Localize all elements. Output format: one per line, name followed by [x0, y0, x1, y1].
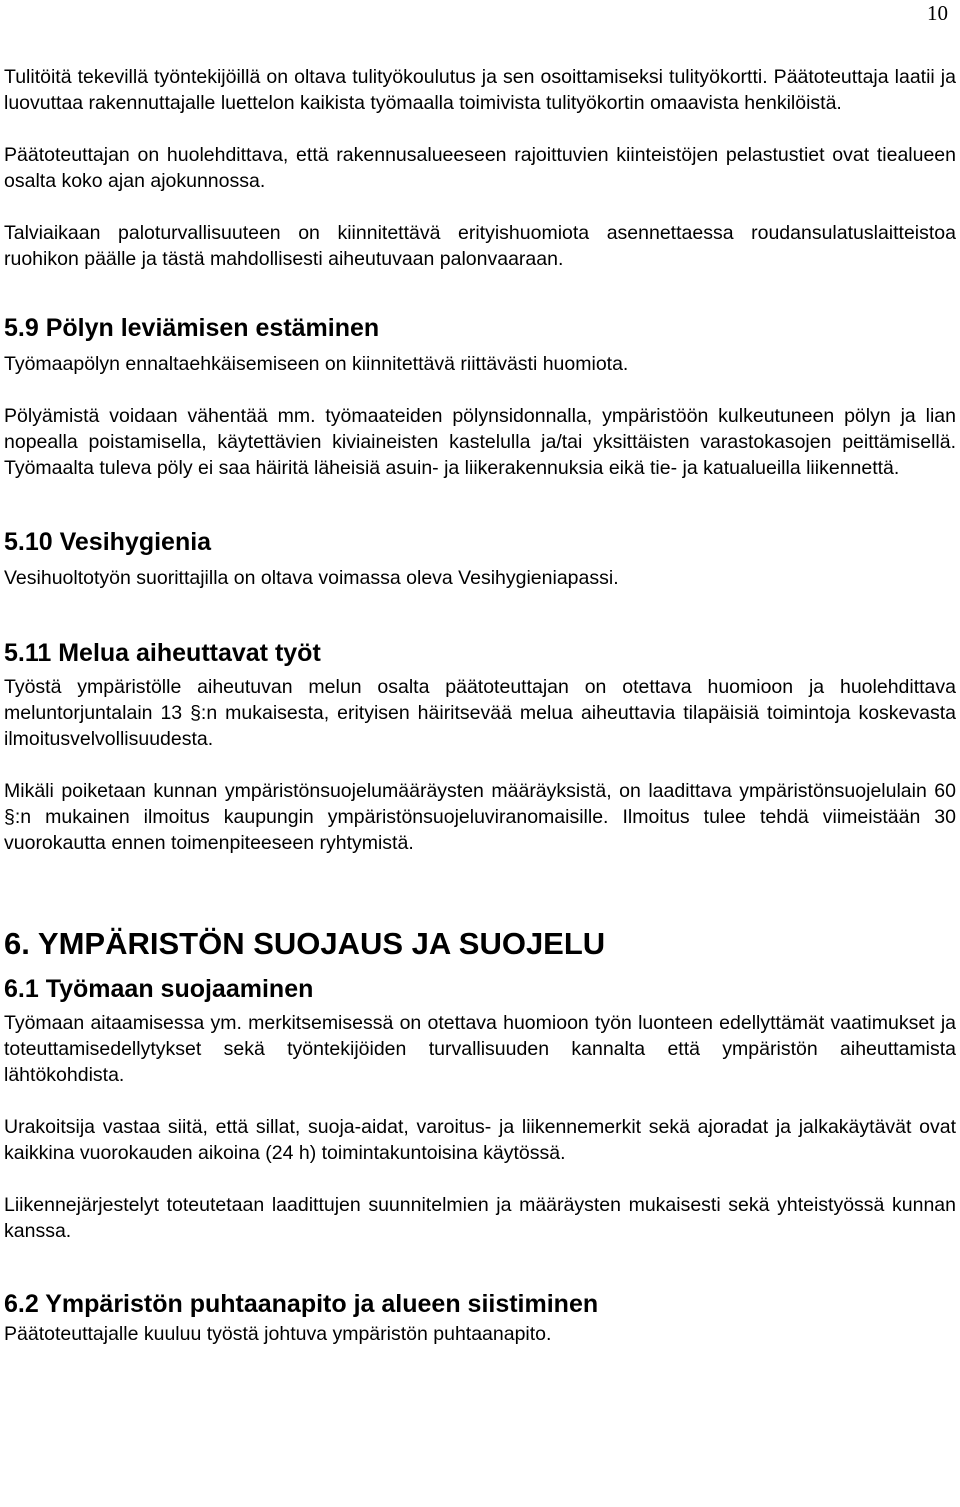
chapter-heading: 6. YMPÄRISTÖN SUOJAUS JA SUOJELU: [4, 926, 606, 961]
section-heading: 6.2 Ympäristön puhtaanapito ja alueen siistiminen: [4, 1290, 599, 1318]
paragraph: Työstä ympäristölle aiheutuvan melun osalta päätoteuttajan on otettava huomioon ja huolehdittava meluntorjuntalain 13 §:n mukaisesta, erityisen häiritsevää melua aiheuttavia tilapäisiä toimintoja koskevasta ilmoitusvelvollisuudesta.: [4, 676, 956, 750]
section-5-9: [4, 313, 956, 481]
section-heading: 5.10 Vesihygienia: [4, 528, 212, 556]
paragraph: Mikäli poiketaan kunnan ympäristönsuojelumääräysten määräyksistä, on laadittava ympäristönsuojelulain 60 §:n mukainen ilmoitus kaupungin ympäristönsuojeluviranomaisille. Ilmoitus tulee tehdä viimeistään 30 vuorokautta ennen toimenpiteeseen ryhtymistä.: [4, 780, 956, 854]
paragraph: Talviaikaan paloturvallisuuteen on kiinnitettävä erityishuomiota asennettaessa roudansulatuslaitteistoa ruohikon päälle ja tästä mahdollisesti aiheutuvaan palonvaaraan.: [4, 222, 956, 270]
section-heading: 5.9 Pölyn leviämisen estäminen: [4, 314, 380, 342]
paragraph: Vesihuoltotyön suorittajilla on oltava voimassa oleva Vesihygieniapassi.: [4, 567, 619, 589]
paragraph: Päätoteuttajalle kuuluu työstä johtuva ympäristön puhtaanapito.: [4, 1323, 552, 1345]
paragraph: Pölyämistä voidaan vähentää mm. työmaateiden pölynsidonnalla, ympäristöön kulkeutuneen pölyn ja lian nopealla poistamisella, käytettävien kiviaineisten kastelulla ja/tai yksittäisten varastokasojen peittämisellä. Työmaalta tuleva pöly ei saa häiritä läheisiä asuin- ja liikerakennuksia eikä tie- ja katualueilla liikennettä.: [4, 405, 956, 479]
paragraph: Tulitöitä tekevillä työntekijöillä on oltava tulityökoulutus ja sen osoittamiseksi tulityökortti. Päätoteuttaja laatii ja luovuttaa rakennuttajalle luettelon kaikista työmaalla toimivista tulityökortin omaavista henkilöistä.: [4, 66, 956, 114]
document-body: [4, 64, 956, 1347]
section-6-1: [4, 974, 956, 1244]
section-6: [4, 925, 956, 963]
section-5-10: [4, 527, 956, 591]
section-heading: 5.11 Melua aiheuttavat työt: [4, 639, 321, 667]
section-6-2: [4, 1289, 956, 1347]
paragraph: Urakoitsija vastaa siitä, että sillat, suoja-aidat, varoitus- ja liikennemerkit sekä ajoradat ja jalkakäytävät ovat kaikkina vuorokauden aikoina (24 h) toimintakuntoisina käytössä.: [4, 1116, 956, 1164]
page-number: 10: [927, 1, 948, 25]
paragraph: Työmaapölyn ennaltaehkäisemiseen on kiinnitettävä riittävästi huomiota.: [4, 353, 629, 375]
paragraph: Työmaan aitaamisessa ym. merkitsemisessä on otettava huomioon työn luonteen edellyttämät vaatimukset ja toteuttamisedellytykset sekä työntekijöiden turvallisuuden kannalta että ympäristön aiheuttamista lähtökohdista.: [4, 1012, 956, 1086]
paragraph: Päätoteuttajan on huolehdittava, että rakennusalueeseen rajoittuvien kiinteistöjen pelastustiet ovat tiealueen osalta koko ajan ajokunnossa.: [4, 144, 956, 192]
section-heading: 6.1 Työmaan suojaaminen: [4, 975, 314, 1003]
paragraph: Liikennejärjestelyt toteutetaan laadittujen suunnitelmien ja määräysten mukaisesti sekä yhteistyössä kunnan kanssa.: [4, 1194, 956, 1242]
section-5-11: [4, 638, 956, 856]
intro-block: [4, 64, 956, 272]
